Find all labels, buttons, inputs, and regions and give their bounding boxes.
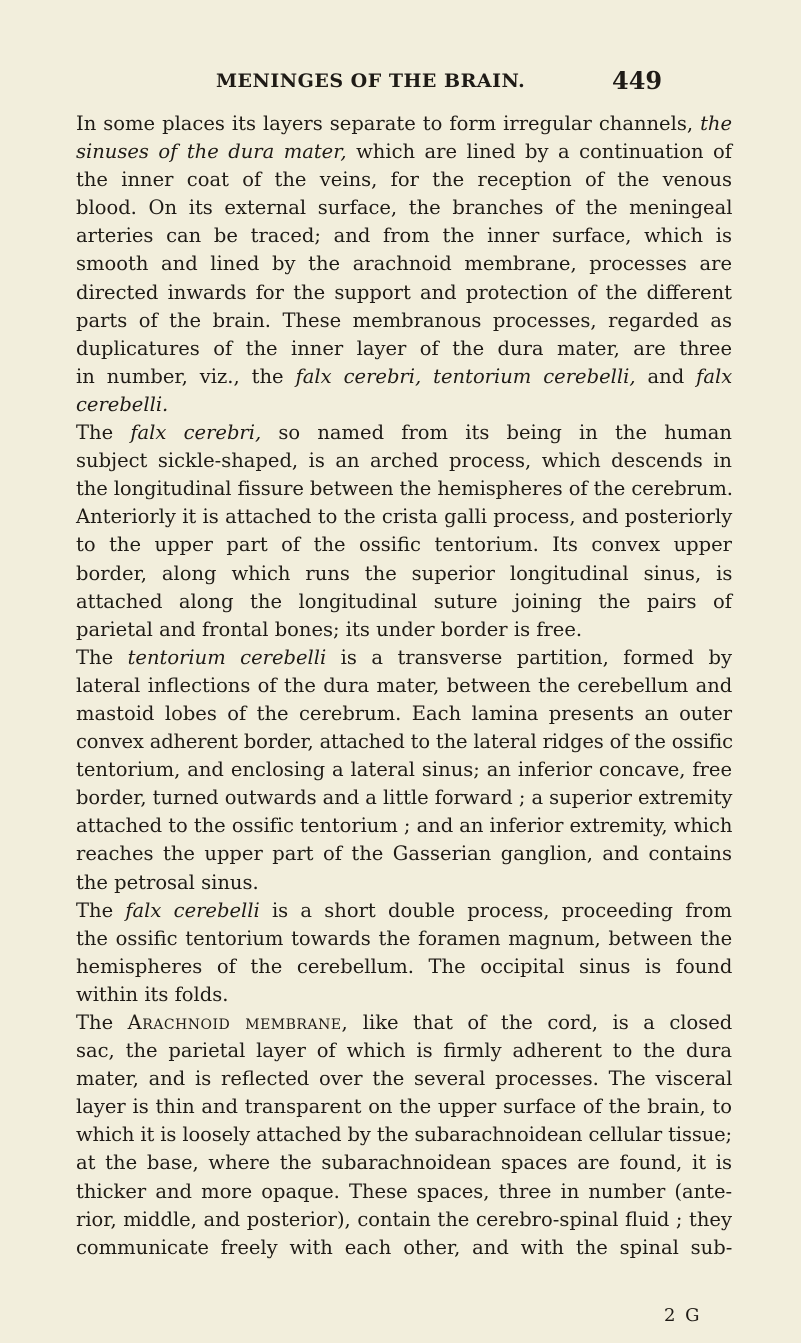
paragraph-tentorium-cerebelli	[76, 644, 732, 897]
running-head: MENINGES OF THE BRAIN.	[216, 70, 526, 92]
text-line: smooth and lined by the arachnoid membrane, processes are	[76, 252, 732, 276]
paragraph-falx-cerebri	[76, 419, 732, 644]
signature-mark: 2 G	[664, 1305, 702, 1326]
text-line: in number, viz., the falx cerebri, tentorium cerebelli, and falx	[76, 364, 733, 388]
text-line: convex adherent border, attached to the lateral ridges of the ossific	[76, 730, 733, 754]
body-text	[76, 110, 732, 1262]
text-line: within its folds.	[76, 982, 229, 1006]
text-line: which it is loosely attached by the subarachnoidean cellular tissue;	[76, 1123, 732, 1147]
text-line: the longitudinal fissure between the hemispheres of the cerebrum.	[76, 477, 733, 501]
text-line: sinuses of the dura mater, which are lined by a continuation of	[76, 140, 732, 164]
text-line: mater, and is reflected over the several processes. The visceral	[76, 1067, 733, 1091]
text-line: The falx cerebelli is a short double process, proceeding from	[76, 898, 732, 922]
text-line: attached to the ossific tentorium ; and an inferior extremity, which	[76, 814, 733, 838]
text-line: layer is thin and transparent on the upper surface of the brain, to	[76, 1095, 732, 1119]
text-line: rior, middle, and posterior), contain the cerebro-spinal fluid ; they	[76, 1207, 732, 1231]
paragraph-arachnoid-membrane	[76, 1009, 732, 1262]
text-line: arteries can be traced; and from the inner surface, which is	[76, 224, 733, 248]
text-line: the inner coat of the veins, for the reception of the venous	[76, 168, 732, 192]
text-line: communicate freely with each other, and with the spinal sub-	[76, 1235, 733, 1259]
text-line: the petrosal sinus.	[76, 870, 259, 894]
text-line: the ossific tentorium towards the foramen magnum, between the	[76, 926, 733, 950]
text-line: parietal and frontal bones; its under border is free.	[76, 617, 583, 641]
text-line: subject sickle-shaped, is an arched process, which descends in	[76, 449, 732, 473]
text-line: cerebelli.	[76, 392, 169, 416]
text-line: tentorium, and enclosing a lateral sinus; an inferior concave, free	[76, 758, 732, 782]
text-line: The tentorium cerebelli is a transverse partition, formed by	[76, 645, 732, 669]
text-line: The Arachnoid membrane, like that of the cord, is a closed	[76, 1011, 733, 1034]
text-line: In some places its layers separate to form irregular channels, the	[76, 112, 732, 135]
text-line: border, along which runs the superior longitudinal sinus, is	[76, 561, 733, 585]
text-line: at the base, where the subarachnoidean spaces are found, it is	[76, 1151, 732, 1175]
text-line: parts of the brain. These membranous processes, regarded as	[76, 308, 732, 332]
text-line: lateral inflections of the dura mater, between the cerebellum and	[76, 673, 733, 697]
page-number: 449	[612, 66, 663, 95]
text-line: The falx cerebri, so named from its being in the human	[76, 421, 732, 445]
text-line: duplicatures of the inner layer of the dura mater, are three	[76, 336, 732, 360]
text-line: border, turned outwards and a little forward ; a superior extremity	[76, 786, 733, 810]
text-line: directed inwards for the support and protection of the different	[76, 280, 732, 304]
paragraph-dura-mater-processes	[76, 110, 732, 419]
text-line: mastoid lobes of the cerebrum. Each lamina presents an outer	[76, 701, 733, 725]
text-line: thicker and more opaque. These spaces, three in number (ante-	[76, 1179, 733, 1203]
text-line: hemispheres of the cerebellum. The occipital sinus is found	[76, 954, 733, 978]
text-line: to the upper part of the ossific tentorium. Its convex upper	[76, 533, 732, 557]
text-line: Anteriorly it is attached to the crista galli process, and posteriorly	[76, 505, 733, 529]
text-line: attached along the longitudinal suture joining the pairs of	[76, 589, 732, 613]
text-line: reaches the upper part of the Gasserian ganglion, and contains	[76, 842, 732, 866]
text-line: sac, the parietal layer of which is firmly adherent to the dura	[76, 1039, 732, 1063]
text-line: blood. On its external surface, the branches of the meningeal	[76, 196, 733, 220]
paragraph-falx-cerebelli	[76, 897, 732, 1009]
